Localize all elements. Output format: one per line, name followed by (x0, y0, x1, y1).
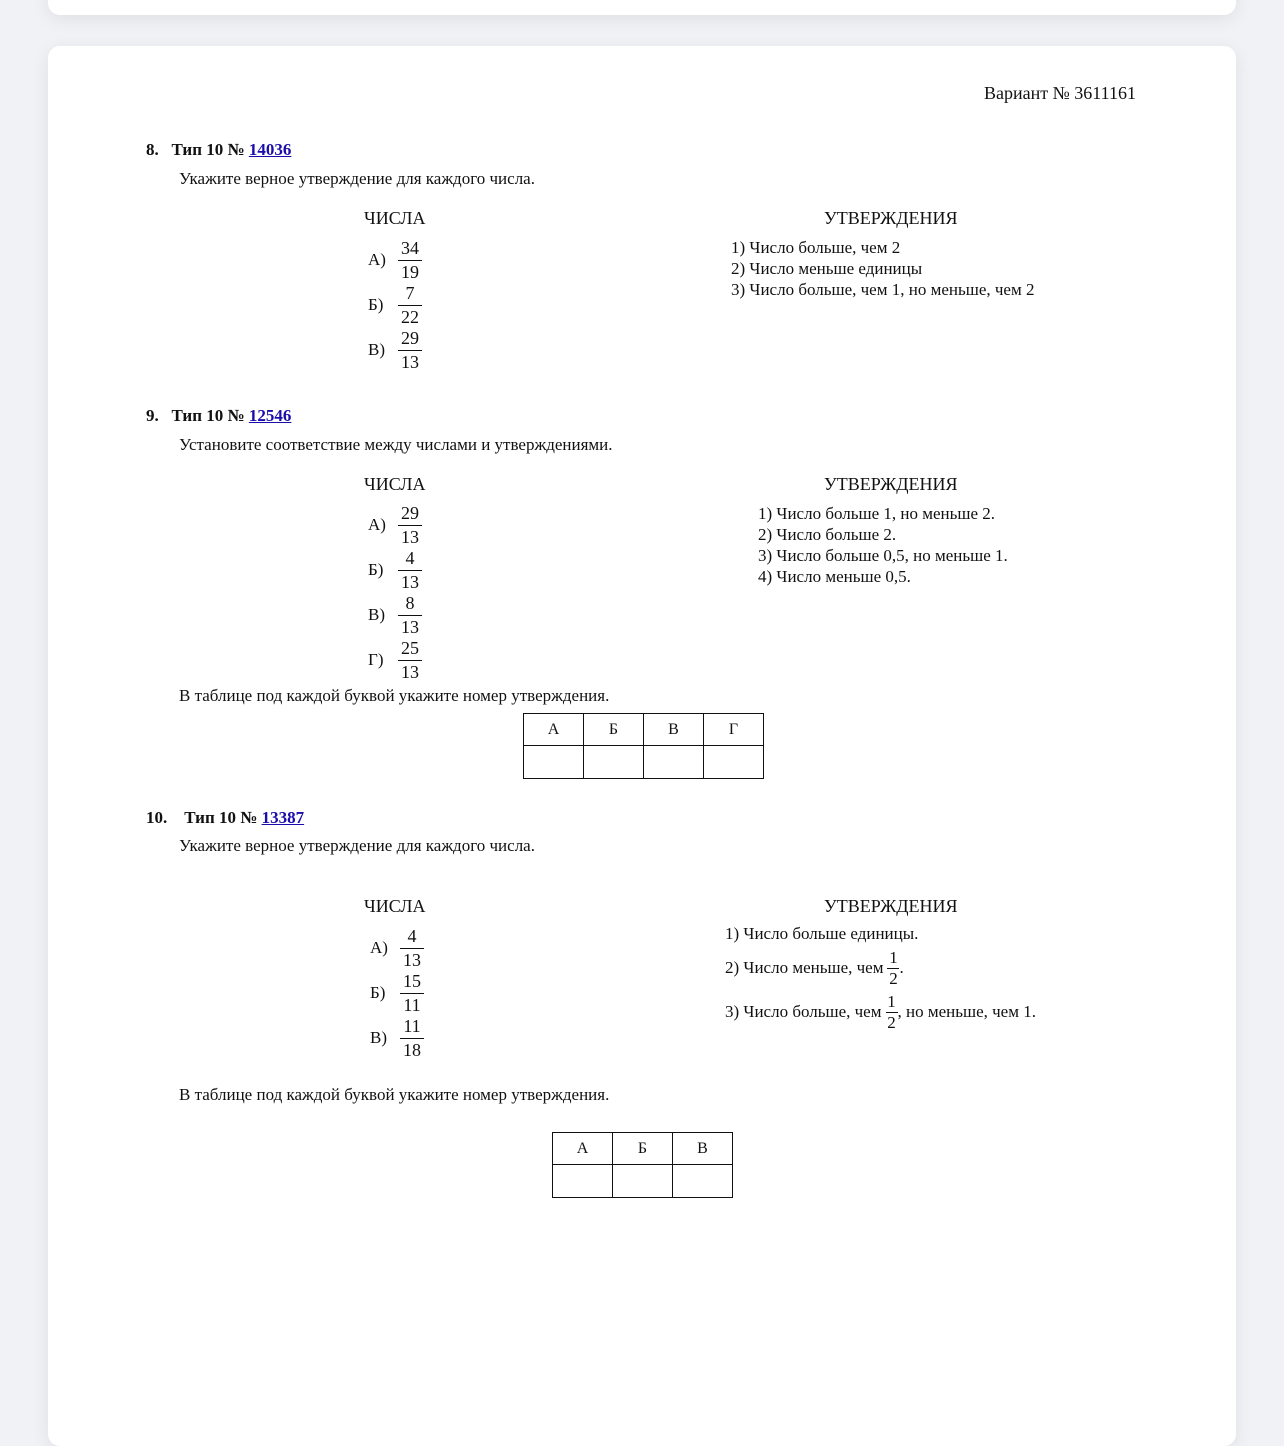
fraction: $\frac{4}{13}$ (398, 548, 422, 592)
q8-number-c: В) $\frac{29}{13}$ (368, 327, 422, 372)
q9-table-instruction: В таблице под каждой буквой укажите номер утверждения. (179, 686, 610, 705)
q8-header (146, 140, 291, 160)
q10-answer-cell-b[interactable] (613, 1165, 673, 1198)
q10-numbers-header: ЧИСЛА (364, 896, 426, 916)
q10-text: Укажите верное утверждение для каждого числа. (179, 836, 535, 855)
q10-statement-1: 1) Число больше единицы. (725, 924, 919, 943)
q8-numbers-list (368, 237, 422, 372)
q10-statement-3: 3) Число больше, чем $\frac{1}{2}$ , но меньше, чем 1. (725, 991, 1036, 1032)
q9-statements (758, 503, 1008, 587)
q9-number-d: Г) $\frac{25}{13}$ (368, 637, 422, 682)
q10-number-a: А) $\frac{4}{13}$ (370, 925, 424, 970)
q10-answer-cell-a[interactable] (553, 1165, 613, 1198)
q9-number-b: Б) $\frac{4}{13}$ (368, 547, 422, 592)
fraction: $\frac{34}{19}$ (398, 238, 422, 282)
q10-statement-2: 2) Число меньше, чем $\frac{1}{2}$ . (725, 947, 904, 988)
q9-answer-cell-b[interactable] (584, 746, 644, 779)
q9-statement-1: 1) Число больше 1, но меньше 2. (758, 504, 996, 523)
q9-table-header-d: Г (704, 714, 764, 746)
q10-number-c: В) $\frac{11}{18}$ (370, 1015, 424, 1060)
q10-answer-cell-c[interactable] (673, 1165, 733, 1198)
q8-statements-header: УТВЕРЖДЕНИЯ (824, 208, 958, 228)
q9-answer-cell-d[interactable] (704, 746, 764, 779)
q9-number-a: А) $\frac{29}{13}$ (368, 502, 422, 547)
previous-page-card (48, 0, 1236, 15)
q8-number-a: А) $\frac{34}{19}$ (368, 237, 422, 282)
q9-table-header-b: Б (584, 714, 644, 746)
q8-statements (731, 237, 1034, 300)
q10-numbers-list (370, 925, 424, 1060)
fraction: $\frac{1}{2}$ (889, 947, 898, 988)
q10-header (146, 808, 304, 828)
fraction: $\frac{8}{13}$ (398, 593, 422, 637)
q9-statements-header: УТВЕРЖДЕНИЯ (824, 474, 958, 494)
fraction: $\frac{25}{13}$ (398, 638, 422, 682)
q9-statement-3: 3) Число больше 0,5, но меньше 1. (758, 546, 1008, 565)
q9-statement-4: 4) Число меньше 0,5. (758, 567, 911, 586)
q8-statement-3: 3) Число больше, чем 1, но меньше, чем 2 (731, 280, 1035, 299)
q9-numbers-list (368, 502, 422, 682)
q8-statement-1: 1) Число больше, чем 2 (731, 238, 901, 257)
q9-header (146, 406, 291, 426)
variant-label: Вариант № 3611161 (984, 83, 1136, 103)
q8-numbers-header: ЧИСЛА (364, 208, 426, 228)
q8-text: Укажите верное утверждение для каждого числа. (179, 169, 535, 188)
fraction: $\frac{29}{13}$ (398, 328, 422, 372)
q9-answer-cell-c[interactable] (644, 746, 704, 779)
fraction: $\frac{7}{22}$ (398, 283, 422, 327)
q9-table-header-a: А (524, 714, 584, 746)
q9-text: Установите соответствие между числами и утверждениями. (179, 435, 613, 454)
q10-type: Тип 10 № (184, 808, 258, 827)
fraction: $\frac{4}{13}$ (400, 926, 424, 970)
q9-statement-2: 2) Число больше 2. (758, 525, 897, 544)
fraction: $\frac{29}{13}$ (398, 503, 422, 547)
q8-number-b: Б) $\frac{7}{22}$ (368, 282, 422, 327)
q9-table-header-c: В (644, 714, 704, 746)
q9-number: 9. (146, 406, 159, 425)
q10-statements-header: УТВЕРЖДЕНИЯ (824, 896, 958, 916)
fraction: $\frac{1}{2}$ (887, 991, 896, 1032)
q9-number-c: В) $\frac{8}{13}$ (368, 592, 422, 637)
q10-number: 10. (146, 808, 168, 827)
q10-number-b: Б) $\frac{15}{11}$ (370, 970, 424, 1015)
q10-table-header-a: А (553, 1133, 613, 1165)
q10-table-header-c: В (673, 1133, 733, 1165)
fraction: $\frac{11}{18}$ (400, 1016, 424, 1060)
q10-id-link[interactable]: 13387 (261, 808, 305, 827)
q9-numbers-header: ЧИСЛА (364, 474, 426, 494)
q9-answer-table (523, 713, 764, 779)
fraction: $\frac{15}{11}$ (400, 971, 424, 1015)
q8-statement-2: 2) Число меньше единицы (731, 259, 923, 278)
q8-type: Тип 10 № (171, 140, 245, 159)
q10-table-header-b: Б (613, 1133, 673, 1165)
q9-answer-cell-a[interactable] (524, 746, 584, 779)
q9-type: Тип 10 № (171, 406, 245, 425)
q9-id-link[interactable]: 12546 (248, 406, 292, 425)
q10-table-instruction: В таблице под каждой буквой укажите номер утверждения. (179, 1085, 610, 1104)
q10-answer-table (552, 1132, 733, 1198)
q8-number: 8. (146, 140, 159, 159)
q8-id-link[interactable]: 14036 (248, 140, 292, 159)
